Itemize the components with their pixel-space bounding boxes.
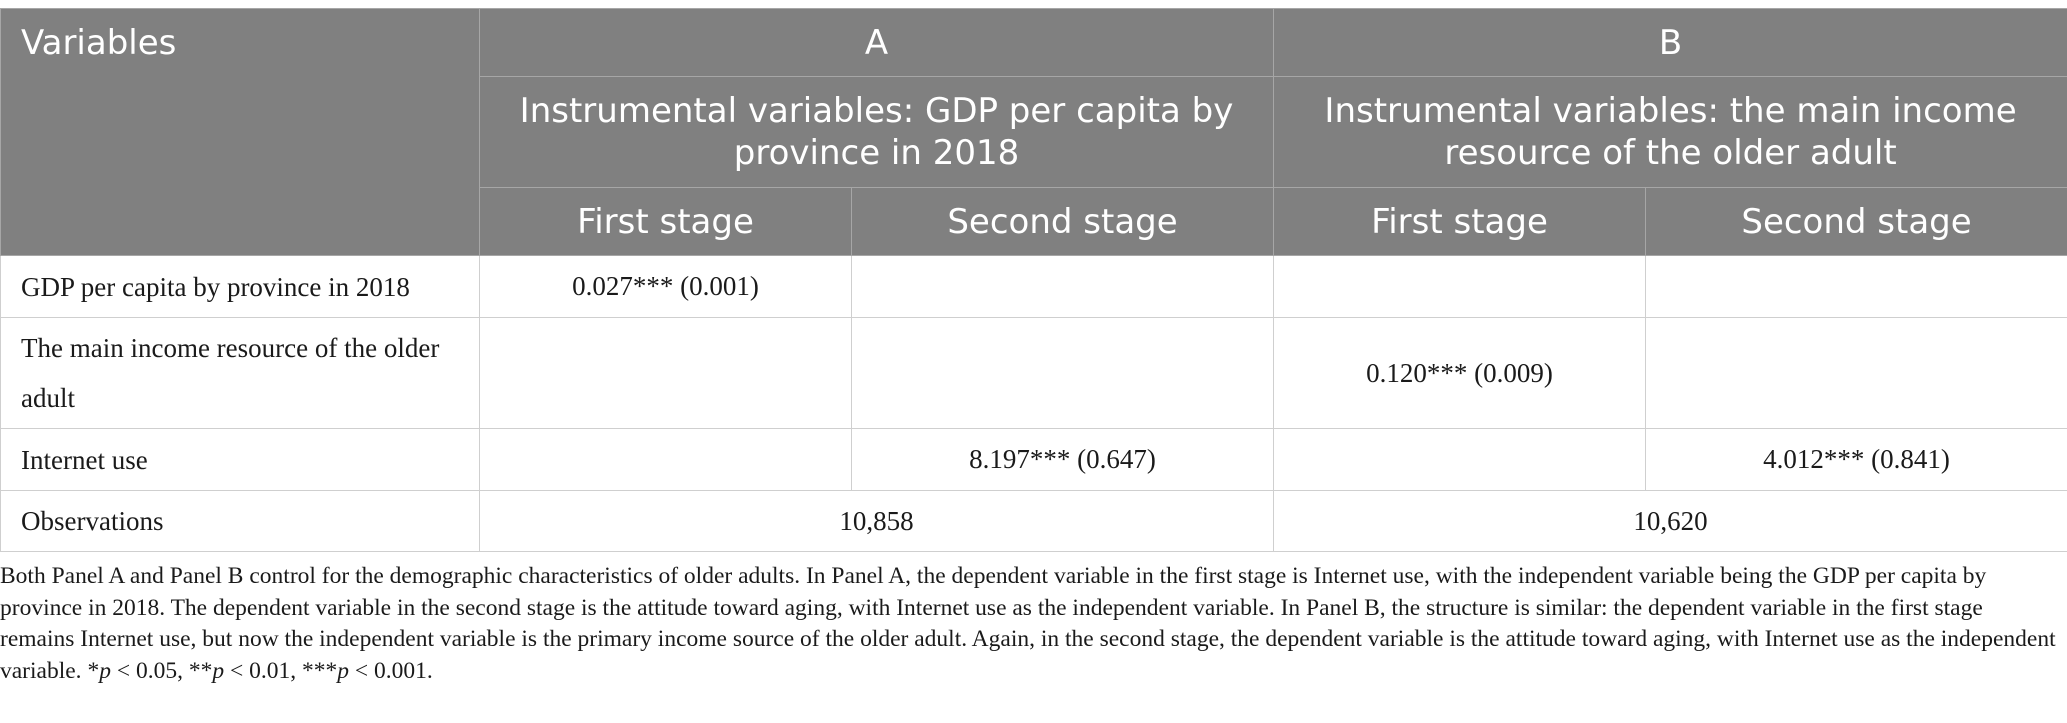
cell-a-first-stage: 0.027*** (0.001) — [480, 256, 852, 318]
row-label: The main income resource of the older adult — [1, 318, 480, 429]
sig-level-3: ***p < 0.001. — [301, 657, 433, 684]
cell-b-second-stage: 4.012*** (0.841) — [1646, 429, 2067, 491]
panel-a-header: A — [480, 9, 1274, 77]
row-label: GDP per capita by province in 2018 — [1, 256, 480, 318]
row-label: Internet use — [1, 429, 480, 491]
table-row — [1, 429, 2067, 491]
panel-b-header: B — [1274, 9, 2067, 77]
panel-b-first-stage-header: First stage — [1274, 188, 1646, 256]
cell-a-second-stage — [852, 318, 1274, 429]
panel-b-second-stage-header: Second stage — [1646, 188, 2067, 256]
cell-b-first-stage — [1274, 429, 1646, 491]
observations-panel-b: 10,620 — [1274, 491, 2067, 552]
cell-b-first-stage — [1274, 256, 1646, 318]
cell-b-second-stage — [1646, 256, 2067, 318]
sig-level-1: *p < 0.05, — [87, 657, 183, 684]
observations-label: Observations — [1, 491, 480, 552]
table-body — [1, 256, 2067, 552]
variables-header: Variables — [1, 9, 480, 256]
iv-regression-table — [0, 8, 2067, 552]
header-row-panels — [1, 9, 2067, 77]
table-header — [1, 9, 2067, 256]
cell-a-second-stage: 8.197*** (0.647) — [852, 429, 1274, 491]
cell-a-second-stage — [852, 256, 1274, 318]
cell-a-first-stage — [480, 318, 852, 429]
sig-level-2: **p < 0.01, — [188, 657, 297, 684]
table-row — [1, 256, 2067, 318]
panel-b-instrument-header: Instrumental variables: the main income resource of the older adult — [1274, 77, 2067, 188]
table-footnote — [0, 561, 2060, 687]
footnote-text: Both Panel A and Panel B control for the demographic characteristics of older adults. In Panel A, the dependent variable in the first stage is Internet use, with the independent variable being the GDP per capita by province in 2018. The dependent variable in the second stage is the attitude toward aging, with Internet use as the independent variable. In Panel B, the structure is similar: the dependent variable in the first stage remains Internet use, but now the independent variable is the primary income source of the older adult. Again, in the second stage, the dependent variable is the attitude toward aging, with Internet use as the independent variable. — [0, 563, 2056, 684]
table-row — [1, 318, 2067, 429]
panel-a-second-stage-header: Second stage — [852, 188, 1274, 256]
regression-table-container — [0, 8, 2067, 552]
panel-a-instrument-header: Instrumental variables: GDP per capita by province in 2018 — [480, 77, 1274, 188]
observations-row — [1, 491, 2067, 552]
cell-b-first-stage: 0.120*** (0.009) — [1274, 318, 1646, 429]
cell-a-first-stage — [480, 429, 852, 491]
cell-b-second-stage — [1646, 318, 2067, 429]
panel-a-first-stage-header: First stage — [480, 188, 852, 256]
observations-panel-a: 10,858 — [480, 491, 1274, 552]
